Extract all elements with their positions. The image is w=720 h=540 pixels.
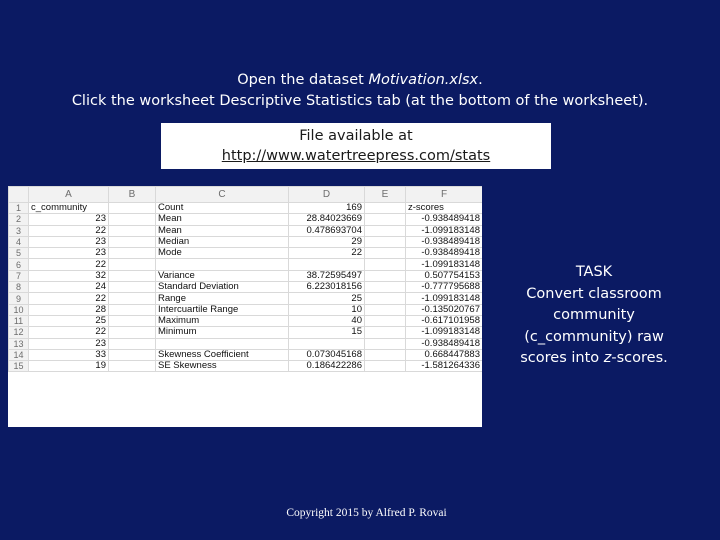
- cell-d[interactable]: [289, 259, 365, 270]
- cell-a[interactable]: 23: [29, 214, 109, 225]
- cell-e[interactable]: [365, 315, 406, 326]
- row-header[interactable]: 13: [9, 338, 29, 349]
- cell-e[interactable]: [365, 293, 406, 304]
- row-header[interactable]: 8: [9, 282, 29, 293]
- cell-f[interactable]: -1.581264336: [406, 361, 483, 372]
- cell-a[interactable]: 28: [29, 304, 109, 315]
- cell-b[interactable]: [109, 327, 156, 338]
- dataset-filename: Motivation.xlsx: [368, 72, 479, 88]
- cell-e[interactable]: [365, 259, 406, 270]
- cell-f[interactable]: -1.099183148: [406, 259, 483, 270]
- cell-d[interactable]: 6.223018156: [289, 282, 365, 293]
- table-row: [9, 259, 483, 270]
- column-header-c[interactable]: C: [156, 187, 289, 203]
- instruction-line-2: Click the worksheet Descriptive Statistics tab (at the bottom of the worksheet).: [71, 93, 649, 109]
- column-header-d[interactable]: D: [289, 187, 365, 203]
- cell-a[interactable]: 25: [29, 315, 109, 326]
- table-row: [9, 338, 483, 349]
- cell-a[interactable]: 24: [29, 282, 109, 293]
- row-header[interactable]: 14: [9, 349, 29, 360]
- cell-c[interactable]: [156, 259, 289, 270]
- cell-e[interactable]: [365, 361, 406, 372]
- cell-f[interactable]: z-scores: [406, 203, 483, 214]
- table-row: [9, 304, 483, 315]
- task-text: scores into: [520, 350, 604, 366]
- cell-b[interactable]: [109, 293, 156, 304]
- task-line: Convert classroom: [526, 285, 662, 302]
- cell-e[interactable]: [365, 203, 406, 214]
- copyright-notice: Copyright 2015 by Alfred P. Rovai: [286, 507, 447, 519]
- instructions: [0, 70, 720, 112]
- cell-f[interactable]: -0.938489418: [406, 338, 483, 349]
- cell-e[interactable]: [365, 327, 406, 338]
- column-header-a[interactable]: A: [29, 187, 109, 203]
- cell-b[interactable]: [109, 270, 156, 281]
- cell-a[interactable]: c_community: [29, 203, 109, 214]
- cell-f[interactable]: -0.938489418: [406, 214, 483, 225]
- cell-b[interactable]: [109, 304, 156, 315]
- select-all-corner[interactable]: [9, 187, 29, 203]
- table-row: [9, 327, 483, 338]
- task-text: -scores.: [611, 350, 668, 366]
- cell-e[interactable]: [365, 214, 406, 225]
- column-header-b[interactable]: B: [109, 187, 156, 203]
- cell-a[interactable]: 32: [29, 270, 109, 281]
- cell-b[interactable]: [109, 248, 156, 259]
- row-header[interactable]: 9: [9, 293, 29, 304]
- cell-a[interactable]: 33: [29, 349, 109, 360]
- cell-e[interactable]: [365, 349, 406, 360]
- cell-b[interactable]: [109, 203, 156, 214]
- cell-d[interactable]: 0.073045168: [289, 349, 365, 360]
- cell-c[interactable]: Mode: [156, 248, 289, 259]
- row-header[interactable]: 2: [9, 214, 29, 225]
- cell-c[interactable]: Variance: [156, 270, 289, 281]
- cell-e[interactable]: [365, 282, 406, 293]
- cell-d[interactable]: 38.72595497: [289, 270, 365, 281]
- cell-a[interactable]: 22: [29, 225, 109, 236]
- column-header-e[interactable]: E: [365, 187, 406, 203]
- file-available-label: File available at: [299, 128, 413, 144]
- cell-b[interactable]: [109, 259, 156, 270]
- table-row: [9, 225, 483, 236]
- row-header[interactable]: 6: [9, 259, 29, 270]
- cell-b[interactable]: [109, 315, 156, 326]
- table-row: [9, 236, 483, 247]
- cell-b[interactable]: [109, 338, 156, 349]
- cell-c[interactable]: Count: [156, 203, 289, 214]
- cell-f[interactable]: -1.099183148: [406, 327, 483, 338]
- spreadsheet-body: [9, 203, 483, 372]
- task-line: (c_community) raw: [524, 328, 664, 345]
- cell-b[interactable]: [109, 361, 156, 372]
- row-header[interactable]: 5: [9, 248, 29, 259]
- cell-f[interactable]: -0.617101958: [406, 315, 483, 326]
- spreadsheet-screenshot: [8, 186, 482, 427]
- cell-f[interactable]: -0.777795688: [406, 282, 483, 293]
- cell-f[interactable]: -0.938489418: [406, 248, 483, 259]
- cell-f[interactable]: 0.668447883: [406, 349, 483, 360]
- cell-d[interactable]: 15: [289, 327, 365, 338]
- cell-c[interactable]: Mean: [156, 225, 289, 236]
- cell-f[interactable]: 0.507754153: [406, 270, 483, 281]
- instruction-text: Open the dataset: [237, 72, 369, 88]
- cell-f[interactable]: -0.938489418: [406, 236, 483, 247]
- cell-e[interactable]: [365, 225, 406, 236]
- cell-c[interactable]: Intercuartile Range: [156, 304, 289, 315]
- table-row: [9, 270, 483, 281]
- cell-a[interactable]: 23: [29, 236, 109, 247]
- task-line: community: [553, 307, 635, 323]
- cell-b[interactable]: [109, 225, 156, 236]
- file-availability-box: [161, 123, 551, 169]
- cell-c[interactable]: Maximum: [156, 315, 289, 326]
- row-header[interactable]: 12: [9, 327, 29, 338]
- cell-a[interactable]: 23: [29, 248, 109, 259]
- cell-e[interactable]: [365, 338, 406, 349]
- cell-d[interactable]: 29: [289, 236, 365, 247]
- cell-a[interactable]: 22: [29, 259, 109, 270]
- cell-d[interactable]: 0.478693704: [289, 225, 365, 236]
- cell-c[interactable]: SE Skewness: [156, 361, 289, 372]
- cell-d[interactable]: 22: [289, 248, 365, 259]
- row-header[interactable]: 11: [9, 315, 29, 326]
- spreadsheet-grid: [8, 186, 482, 372]
- table-row: [9, 293, 483, 304]
- cell-d[interactable]: 169: [289, 203, 365, 214]
- cell-a[interactable]: 22: [29, 327, 109, 338]
- cell-d[interactable]: [289, 338, 365, 349]
- cell-a[interactable]: 23: [29, 338, 109, 349]
- task-z-symbol: z: [603, 350, 612, 366]
- cell-b[interactable]: [109, 236, 156, 247]
- cell-b[interactable]: [109, 282, 156, 293]
- table-row: [9, 349, 483, 360]
- cell-c[interactable]: [156, 338, 289, 349]
- row-header[interactable]: 10: [9, 304, 29, 315]
- cell-d[interactable]: 25: [289, 293, 365, 304]
- cell-c[interactable]: Median: [156, 236, 289, 247]
- cell-b[interactable]: [109, 349, 156, 360]
- cell-d[interactable]: 10: [289, 304, 365, 315]
- cell-c[interactable]: Minimum: [156, 327, 289, 338]
- instruction-punct: .: [478, 72, 483, 88]
- cell-d[interactable]: 0.186422286: [289, 361, 365, 372]
- row-header[interactable]: 15: [9, 361, 29, 372]
- cell-f[interactable]: -0.135020767: [406, 304, 483, 315]
- cell-d[interactable]: 28.84023669: [289, 214, 365, 225]
- task-box: [512, 262, 676, 370]
- cell-e[interactable]: [365, 236, 406, 247]
- row-header[interactable]: 4: [9, 236, 29, 247]
- row-header[interactable]: 7: [9, 270, 29, 281]
- cell-a[interactable]: 19: [29, 361, 109, 372]
- table-row: [9, 214, 483, 225]
- cell-c[interactable]: Mean: [156, 214, 289, 225]
- task-title: TASK: [575, 264, 613, 280]
- cell-a[interactable]: 22: [29, 293, 109, 304]
- cell-c[interactable]: Skewness Coefficient: [156, 349, 289, 360]
- table-row: [9, 315, 483, 326]
- column-header-f[interactable]: F: [406, 187, 483, 203]
- cell-b[interactable]: [109, 214, 156, 225]
- table-row: [9, 282, 483, 293]
- instruction-line-1: [0, 70, 720, 91]
- column-header-row: [9, 187, 483, 203]
- table-row: [9, 248, 483, 259]
- cell-f[interactable]: -1.099183148: [406, 293, 483, 304]
- table-row: [9, 203, 483, 214]
- task-line: [512, 348, 676, 370]
- cell-e[interactable]: [365, 270, 406, 281]
- row-header[interactable]: 3: [9, 225, 29, 236]
- download-link[interactable]: http://www.watertreepress.com/stats: [221, 148, 491, 164]
- cell-f[interactable]: -1.099183148: [406, 225, 483, 236]
- row-header[interactable]: 1: [9, 203, 29, 214]
- cell-e[interactable]: [365, 304, 406, 315]
- cell-c[interactable]: Standard Deviation: [156, 282, 289, 293]
- cell-d[interactable]: 40: [289, 315, 365, 326]
- table-row: [9, 361, 483, 372]
- cell-c[interactable]: Range: [156, 293, 289, 304]
- cell-e[interactable]: [365, 248, 406, 259]
